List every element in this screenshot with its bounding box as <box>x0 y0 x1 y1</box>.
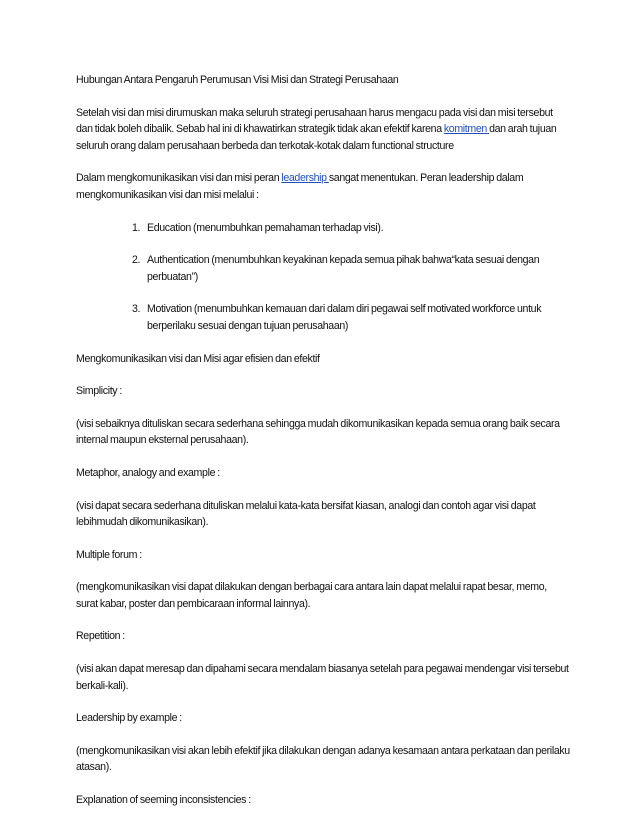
leadership-list <box>76 220 570 335</box>
paragraph-strategy-text-2: dan arah tujuan seluruh orang dalam perusahaan berbeda dan terkotak-kotak dalam functional structure <box>76 123 557 152</box>
paragraph-leadership-text-2: sangat menentukan. Peran leadership dalam mengkomunikasikan visi dan misi melalui : <box>76 172 524 201</box>
list-item <box>76 252 570 285</box>
paragraph-communication: Mengkomunikasikan visi dan Misi agar efisien dan efektif <box>76 352 320 365</box>
simplicity-heading: Simplicity : <box>76 385 122 398</box>
paragraph-strategy-text-1: Setelah visi dan misi dirumuskan maka seluruh strategi perusahaan harus mengacu pada visi dan misi tersebut dan tidak boleh dibalik. Sebab hal ini di khawatirkan strategik tidak akan efektif karena <box>76 106 553 136</box>
paragraph-leadership-text-1: Dalam mengkomunikasikan visi dan misi peran <box>76 172 282 185</box>
simplicity-text: (visi sebaiknya dituliskan secara sederhana sehingga mudah dikomunikasikan kepada semua orang baik secara internal maupun eksternal perusahaan). <box>76 417 560 447</box>
explanation-heading: Explanation of seeming inconsistencies : <box>76 794 251 807</box>
list-item <box>76 220 570 237</box>
metaphor-text: (visi dapat secara sederhana dituliskan melalui kata-kata bersifat kiasan, analogi dan contoh agar visi dapat lebihmudah dikomunikasikan). <box>76 499 536 529</box>
leadership-example-text: (mengkomunikasikan visi akan lebih efektif jika dilakukan dengan adanya kesamaan antara perkataan dan perilaku atasan). <box>76 744 570 774</box>
document-page <box>76 72 570 825</box>
list-item-number: 1. <box>132 221 141 234</box>
paragraph-strategy <box>76 105 570 155</box>
list-item <box>76 301 570 334</box>
list-item-text: Motivation (menumbuhkan kemauan dari dalam diri pegawai self motivated workforce untuk berperilaku sesuai dengan tujuan perusahaan) <box>147 303 542 332</box>
repetition-text: (visi akan dapat meresap dan dipahami secara mendalam biasanya setelah para pegawai mendengar visi tersebut berkali-kali). <box>76 663 569 692</box>
leadership-example-heading: Leadership by example : <box>76 712 182 725</box>
metaphor-heading: Metaphor, analogy and example : <box>76 466 220 479</box>
list-item-number: 2. <box>132 254 141 267</box>
list-item-text: Authentication (menumbuhkan keyakinan kepada semua pihak bahwa“kata sesuai dengan perbuatan”) <box>147 254 540 283</box>
list-item-text: Education (menumbuhkan pemahaman terhadap visi). <box>147 221 384 234</box>
multiple-forum-heading: Multiple forum : <box>76 548 142 561</box>
paragraph-leadership <box>76 170 570 203</box>
list-item-number: 3. <box>132 303 141 316</box>
leadership-link[interactable]: leadership <box>281 172 329 185</box>
komitmen-link[interactable]: komitmen <box>443 123 490 136</box>
repetition-heading: Repetition : <box>76 630 125 643</box>
multiple-forum-text: (mengkomunikasikan visi dapat dilakukan dengan berbagai cara antara lain dapat melalui rapat besar, memo, surat kabar, poster dan pembicaraan informal lainnya). <box>76 581 547 610</box>
document-title: Hubungan Antara Pengaruh Perumusan Visi Misi dan Strategi Perusahaan <box>76 74 399 86</box>
